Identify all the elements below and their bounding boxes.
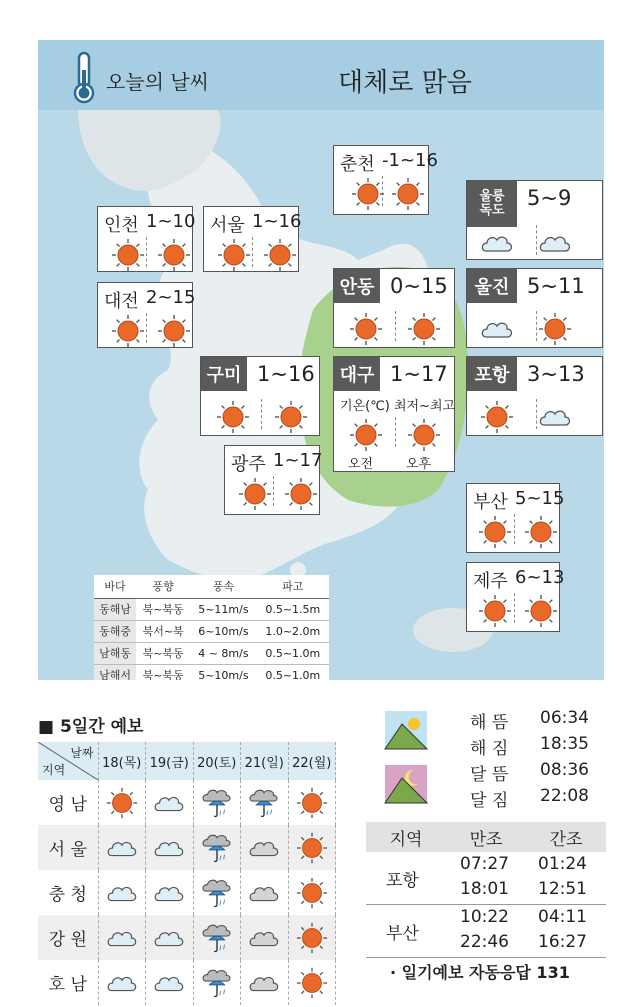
sun-icon <box>348 417 384 453</box>
sun-icon <box>406 311 442 347</box>
sun-icon <box>215 399 251 435</box>
morning-label: 오전 <box>348 457 374 472</box>
sun-icon <box>348 311 384 347</box>
forecast-day: 19(금) <box>146 742 194 780</box>
divider <box>252 237 253 267</box>
forecast-cell <box>193 825 241 870</box>
partly-cloudy-icon <box>537 225 573 261</box>
sun-icon <box>350 176 386 212</box>
sun-icon <box>523 593 559 629</box>
tide-high: 10:22 <box>460 907 509 927</box>
forecast-day: 20(토) <box>193 742 241 780</box>
city-temp: -1~16 <box>382 150 438 171</box>
city-box <box>333 268 455 348</box>
tide-row <box>366 852 606 905</box>
divider <box>514 514 515 544</box>
sun-icon <box>406 417 442 453</box>
forecast-cell <box>146 915 194 960</box>
rain-icon <box>200 966 234 1000</box>
partly-cloudy-icon <box>152 786 186 820</box>
forecast-day: 22(월) <box>288 742 336 780</box>
astro-label: 해 짐 <box>470 739 509 759</box>
tide-header-low: 간조 <box>549 829 583 850</box>
city-name: 서울 <box>210 215 245 236</box>
city-box <box>200 356 320 436</box>
sun-icon <box>273 399 309 435</box>
forecast-cell <box>241 825 289 870</box>
sea-cell: 동해중 <box>94 620 136 642</box>
city-temp: 0~15 <box>390 274 448 298</box>
sea-cell: 남해동 <box>94 642 136 664</box>
city-name: 대전 <box>104 291 139 312</box>
forecast-cell <box>146 780 194 825</box>
sea-cell: 5~11m/s <box>190 598 256 620</box>
cloudy-icon <box>247 876 281 910</box>
moonrise-icon <box>384 764 428 804</box>
sea-cell: 남해서 <box>94 664 136 680</box>
tide-region: 부산 <box>386 924 419 944</box>
sea-cell: 북~북동 <box>136 642 190 664</box>
partly-cloudy-icon <box>105 966 139 1000</box>
sea-header: 바다 <box>94 575 136 598</box>
rain-icon <box>247 786 281 820</box>
five-day-forecast-table <box>38 742 336 1005</box>
forecast-cell <box>288 960 336 1005</box>
tide-high: 22:46 <box>460 932 509 952</box>
temp-legend: 기온(℃) 최저~최고 <box>340 399 456 414</box>
sun-icon <box>156 313 192 349</box>
title-today: 오늘의 날씨 <box>106 70 209 94</box>
city-temp: 6~13 <box>515 567 565 588</box>
partly-cloudy-icon <box>152 831 186 865</box>
forecast-cell <box>288 825 336 870</box>
cloudy-icon <box>247 921 281 955</box>
forecast-cell <box>98 960 146 1005</box>
tide-low: 16:27 <box>538 932 587 952</box>
forecast-cell <box>193 870 241 915</box>
forecast-cell <box>241 870 289 915</box>
sea-cell: 4 ~ 8m/s <box>190 642 256 664</box>
tide-high: 18:01 <box>460 879 509 899</box>
forecast-row <box>38 870 336 915</box>
sun-icon <box>110 237 146 273</box>
forecast-cell <box>241 915 289 960</box>
forecast-region: 호 남 <box>38 960 98 1005</box>
astro-value: 18:35 <box>540 734 589 754</box>
sea-header: 풍속 <box>190 575 256 598</box>
forecast-day: 21(일) <box>241 742 289 780</box>
rain-icon <box>200 921 234 955</box>
partly-cloudy-icon <box>152 876 186 910</box>
sun-icon <box>156 237 192 273</box>
forecast-cell <box>193 780 241 825</box>
city-name: 안동 <box>334 269 380 303</box>
sea-cell: 5~10m/s <box>190 664 256 680</box>
thermometer-icon <box>68 50 100 104</box>
city-temp: 5~11 <box>527 274 585 298</box>
sea-cell: 북~북동 <box>136 598 190 620</box>
forecast-row <box>38 915 336 960</box>
forecast-cell <box>98 825 146 870</box>
cloudy-icon <box>247 831 281 865</box>
sun-icon <box>295 831 329 865</box>
partly-cloudy-icon <box>479 225 515 261</box>
rain-icon <box>200 786 234 820</box>
sea-row <box>94 620 329 642</box>
sun-icon <box>479 399 515 435</box>
partly-cloudy-icon <box>105 831 139 865</box>
corner-date-label: 날짜 <box>70 746 94 760</box>
city-name: 부산 <box>473 492 508 513</box>
forecast-cell <box>98 915 146 960</box>
astro-label: 해 뜸 <box>470 713 509 733</box>
divider <box>395 417 396 447</box>
sun-icon <box>295 966 329 1000</box>
partly-cloudy-icon <box>479 311 515 347</box>
forecast-cell <box>241 780 289 825</box>
divider <box>261 399 262 429</box>
forecast-cell <box>193 915 241 960</box>
city-name: 인천 <box>104 215 139 236</box>
city-name: 대구 <box>334 357 380 391</box>
forecast-cell <box>146 870 194 915</box>
city-box <box>224 445 323 515</box>
forecast-cell <box>146 825 194 870</box>
sunrise-icon <box>384 710 428 750</box>
corner-region-label: 지역 <box>42 763 66 777</box>
sea-cell: 6~10m/s <box>190 620 256 642</box>
tide-region: 포항 <box>386 871 419 891</box>
city-temp: 1~17 <box>390 362 448 386</box>
city-box <box>466 268 603 348</box>
tide-table <box>366 822 606 958</box>
partly-cloudy-icon <box>152 966 186 1000</box>
city-temp: 1~10 <box>146 211 196 232</box>
afternoon-label: 오후 <box>406 457 432 472</box>
forecast-region: 충 청 <box>38 870 98 915</box>
tide-header-high: 만조 <box>469 829 503 850</box>
forecast-region: 강 원 <box>38 915 98 960</box>
city-box <box>466 562 565 632</box>
city-temp: 3~13 <box>527 362 585 386</box>
city-box <box>97 206 196 272</box>
divider <box>395 311 396 341</box>
city-temp: 1~17 <box>273 450 323 471</box>
forecast-row <box>38 825 336 870</box>
city-name: 제주 <box>473 571 508 592</box>
sun-icon <box>237 476 273 512</box>
forecast-cell <box>98 870 146 915</box>
forecast-region: 서 울 <box>38 825 98 870</box>
city-temp: 5~9 <box>527 186 572 210</box>
sea-header: 파고 <box>257 575 329 598</box>
divider <box>146 237 147 267</box>
forecast-day: 18(목) <box>98 742 146 780</box>
partly-cloudy-icon <box>537 399 573 435</box>
divider <box>273 476 274 506</box>
tide-header-region: 지역 <box>389 829 423 850</box>
city-box <box>466 483 565 553</box>
tide-low: 04:11 <box>538 907 587 927</box>
city-box <box>333 356 455 472</box>
sea-row <box>94 642 329 664</box>
sun-icon <box>390 176 426 212</box>
city-name: 춘천 <box>340 154 375 175</box>
forecast-cell <box>193 960 241 1005</box>
city-box <box>97 282 196 348</box>
city-box <box>333 145 438 215</box>
sun-icon <box>477 514 513 550</box>
sea-conditions-table <box>94 575 329 680</box>
sea-cell: 0.5~1.0m <box>257 642 329 664</box>
astro-value: 06:34 <box>540 708 589 728</box>
sun-icon <box>295 786 329 820</box>
divider <box>146 313 147 343</box>
partly-cloudy-icon <box>105 876 139 910</box>
forecast-cell <box>98 780 146 825</box>
forecast-cell <box>288 780 336 825</box>
astro-label: 달 뜸 <box>470 765 509 785</box>
sea-row <box>94 598 329 620</box>
tide-row <box>366 905 606 958</box>
sun-moon-times <box>380 706 610 816</box>
city-box <box>466 356 603 436</box>
tide-header <box>366 822 606 852</box>
tide-low: 12:51 <box>538 879 587 899</box>
title-summary: 대체로 맑음 <box>338 68 472 98</box>
city-temp: 5~15 <box>515 488 565 509</box>
astro-value: 22:08 <box>540 786 589 806</box>
sun-icon <box>216 237 252 273</box>
sea-cell: 북서~북 <box>136 620 190 642</box>
map-header <box>38 40 604 110</box>
sun-icon <box>477 593 513 629</box>
sun-icon <box>523 514 559 550</box>
city-name: 광주 <box>231 454 266 475</box>
rain-icon <box>200 831 234 865</box>
city-name: 포항 <box>467 357 517 391</box>
city-temp: 1~16 <box>252 211 302 232</box>
forecast-cell <box>146 960 194 1005</box>
city-temp: 1~16 <box>257 362 315 386</box>
forecast-region: 영 남 <box>38 780 98 825</box>
city-box <box>203 206 302 272</box>
city-temp: 2~15 <box>146 287 196 308</box>
sea-cell: 1.0~2.0m <box>257 620 329 642</box>
divider <box>514 593 515 623</box>
sea-header: 풍향 <box>136 575 190 598</box>
forecast-row <box>38 960 336 1005</box>
city-name: 울릉 독도 <box>467 181 517 227</box>
city-box <box>466 180 603 260</box>
sea-cell: 북~북동 <box>136 664 190 680</box>
cloudy-icon <box>247 966 281 1000</box>
sun-icon <box>295 876 329 910</box>
partly-cloudy-icon <box>105 921 139 955</box>
tide-low: 01:24 <box>538 854 587 874</box>
forecast-title: ■ 5일간 예보 <box>38 717 144 737</box>
sun-icon <box>105 786 139 820</box>
sun-icon <box>537 311 573 347</box>
sea-cell: 0.5~1.5m <box>257 598 329 620</box>
astro-value: 08:36 <box>540 760 589 780</box>
forecast-corner <box>38 742 98 780</box>
tide-high: 07:27 <box>460 854 509 874</box>
rain-icon <box>200 876 234 910</box>
astro-label: 달 짐 <box>470 791 509 811</box>
city-name: 구미 <box>201 357 247 391</box>
footer-hotline: · 일기예보 자동응답 131 <box>390 963 570 982</box>
sun-icon <box>283 476 319 512</box>
city-name: 울진 <box>467 269 517 303</box>
sea-cell: 0.5~1.0m <box>257 664 329 680</box>
forecast-cell <box>288 870 336 915</box>
forecast-row <box>38 780 336 825</box>
sea-cell: 동해남 <box>94 598 136 620</box>
forecast-cell <box>288 915 336 960</box>
partly-cloudy-icon <box>152 921 186 955</box>
sun-icon <box>262 237 298 273</box>
sun-icon <box>110 313 146 349</box>
forecast-cell <box>241 960 289 1005</box>
sun-icon <box>295 921 329 955</box>
sea-row <box>94 664 329 680</box>
